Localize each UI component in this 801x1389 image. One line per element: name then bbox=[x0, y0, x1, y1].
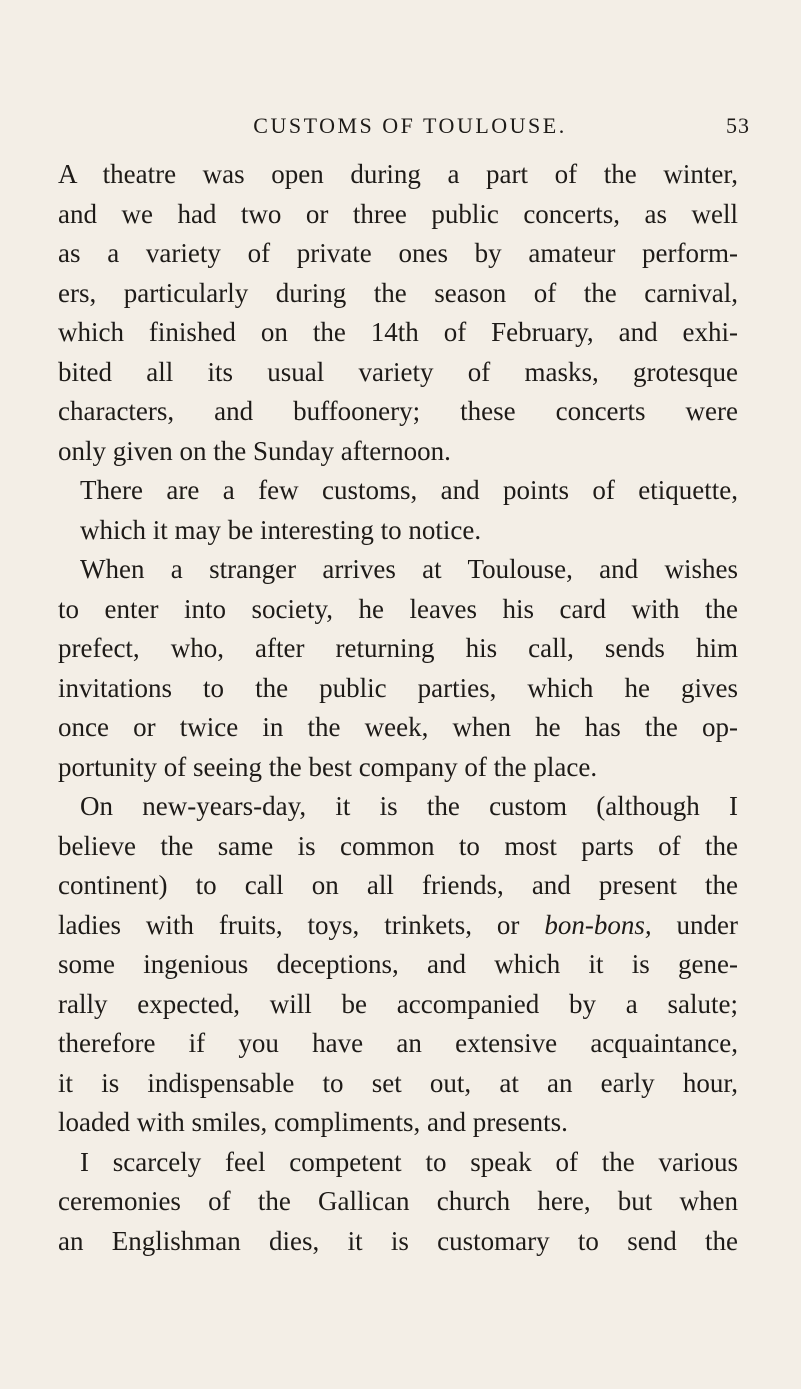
text-line: prefect, who, after returning his call, sends him bbox=[58, 633, 738, 663]
text-line: believe the same is common to most parts of the bbox=[58, 830, 738, 861]
text-line: some ingenious deceptions, and which it is gene- bbox=[58, 949, 738, 979]
chapter-running-title: CUSTOMS OF TOULOUSE. bbox=[253, 113, 567, 138]
text-segment: under bbox=[676, 909, 738, 940]
text-line: ceremonies of the Gallican church here, but when bbox=[58, 1186, 738, 1216]
text-line: portunity of seeing the best company of the place. bbox=[58, 751, 598, 782]
text-line: as a variety of private ones by amateur perform- bbox=[58, 238, 738, 268]
text-line: which it may be interesting to notice. bbox=[80, 514, 482, 545]
text-line: invitations to the public parties, which he gives bbox=[58, 672, 738, 703]
text-line: to enter into society, he leaves his card with the bbox=[58, 593, 738, 624]
text-line: characters, and buffoonery; these concerts were bbox=[58, 396, 738, 426]
text-line: it is indispensable to set out, at an early hour, bbox=[58, 1067, 738, 1098]
text-line bbox=[58, 906, 738, 946]
text-line: an Englishman dies, it is customary to send the bbox=[58, 1225, 738, 1256]
text-line: only given on the Sunday afternoon. bbox=[58, 435, 451, 466]
body-text bbox=[58, 155, 738, 1261]
running-head bbox=[70, 110, 750, 142]
text-line: which finished on the 14th of February, and exhi- bbox=[58, 317, 738, 347]
text-line: A theatre was open during a part of the winter, bbox=[58, 159, 738, 189]
text-line: continent) to call on all friends, and present the bbox=[58, 870, 738, 900]
page-number: 53 bbox=[726, 113, 750, 138]
text-line: loaded with smiles, compliments, and presents. bbox=[58, 1107, 568, 1137]
text-line: There are a few customs, and points of etiquette, bbox=[80, 475, 738, 505]
text-segment: ladies with fruits, toys, trinkets, or bbox=[58, 909, 520, 940]
text-line: once or twice in the week, when he has the op- bbox=[58, 712, 738, 742]
text-line: therefore if you have an extensive acquaintance, bbox=[58, 1028, 738, 1058]
text-line: When a stranger arrives at Toulouse, and wishes bbox=[80, 554, 738, 584]
text-line: ers, particularly during the season of the carnival, bbox=[58, 277, 738, 308]
text-line: and we had two or three public concerts, as well bbox=[58, 198, 738, 229]
text-line: On new-years-day, it is the custom (although I bbox=[80, 791, 738, 821]
text-line: bited all its usual variety of masks, grotesque bbox=[58, 356, 738, 387]
text-line: I scarcely feel competent to speak of the various bbox=[80, 1146, 738, 1177]
italic-term: bon-bons, bbox=[544, 909, 652, 940]
text-line: rally expected, will be accompanied by a salute; bbox=[58, 988, 738, 1019]
